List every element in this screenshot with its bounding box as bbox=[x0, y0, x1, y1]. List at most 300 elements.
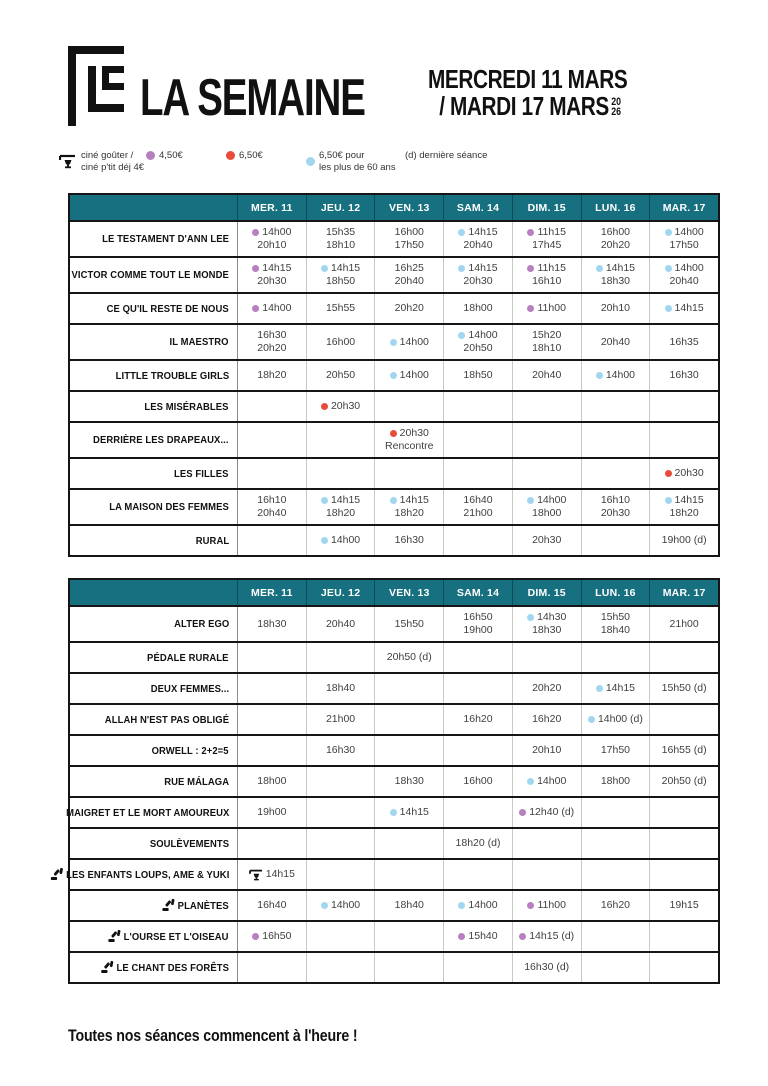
showtime-cell bbox=[237, 891, 306, 920]
showtime bbox=[395, 899, 424, 912]
showtime-cell bbox=[237, 526, 306, 555]
showtime-text: 16h20 bbox=[600, 899, 631, 911]
showtime-text: 16h20 bbox=[532, 713, 562, 725]
showtime-text: 18h30 bbox=[257, 617, 287, 630]
showtime-cell bbox=[306, 392, 375, 421]
showtime-cell bbox=[581, 922, 650, 951]
day-header: LUN. 16 bbox=[581, 580, 650, 605]
showtime-cell bbox=[581, 294, 650, 323]
showtime bbox=[326, 682, 355, 695]
showtime-cell bbox=[512, 325, 581, 359]
showtime bbox=[257, 369, 286, 382]
showtime bbox=[665, 302, 704, 315]
showtime-cell bbox=[581, 891, 650, 920]
showtime bbox=[662, 775, 707, 788]
movie-title: ORWELL : 2+2=5 bbox=[151, 744, 229, 757]
showtime-text: 18h00 bbox=[463, 302, 493, 314]
movie-title-cell bbox=[70, 674, 237, 703]
showtime-text: 20h30 bbox=[674, 467, 704, 479]
showtime bbox=[321, 262, 360, 275]
showtime-text: 20h40 bbox=[257, 507, 287, 519]
showtime-cell bbox=[581, 829, 650, 858]
purple-dot-icon bbox=[527, 902, 534, 909]
purple-dot-icon bbox=[252, 305, 259, 312]
showtime-text: 16h20 bbox=[463, 713, 493, 725]
showtime bbox=[665, 262, 704, 275]
legend-item-derniere-seance bbox=[405, 150, 487, 162]
showtime-cell bbox=[306, 860, 375, 889]
showtime-cell bbox=[374, 607, 443, 641]
movie-title: LITTLE TROUBLE GIRLS bbox=[115, 369, 229, 382]
showtime-cell bbox=[443, 705, 512, 734]
showtime bbox=[527, 775, 566, 788]
showtime-text: 20h10 bbox=[600, 302, 631, 314]
showtime-text: 14h00 bbox=[262, 302, 292, 314]
showtime-text: 18h10 bbox=[325, 239, 356, 251]
showtime-cell bbox=[443, 891, 512, 920]
showtime-cell bbox=[374, 459, 443, 488]
showtime bbox=[665, 467, 704, 480]
showtime-cell bbox=[374, 860, 443, 889]
showtime-cell bbox=[306, 674, 375, 703]
legend-label: ciné goûter / bbox=[81, 150, 134, 161]
blue-dot-icon bbox=[596, 265, 603, 272]
showtime bbox=[588, 713, 643, 726]
day-header: MAR. 17 bbox=[649, 580, 718, 605]
logo-letter-c bbox=[102, 66, 124, 90]
showtime-cell bbox=[581, 767, 650, 796]
showtime-cell bbox=[443, 258, 512, 292]
day-header: MER. 11 bbox=[237, 195, 306, 220]
showtime-cell bbox=[443, 798, 512, 827]
showtime-text: 20h40 bbox=[532, 369, 562, 381]
showtime-text: 20h10 bbox=[257, 239, 287, 251]
young-audience-sparkle-icon bbox=[109, 930, 121, 943]
showtime bbox=[463, 507, 492, 520]
showtime-text: 20h20 bbox=[394, 302, 424, 314]
showtime bbox=[670, 369, 699, 382]
showtime-cell bbox=[237, 361, 306, 390]
movie-title: DEUX FEMMES... bbox=[150, 682, 229, 695]
showtime-cell bbox=[237, 860, 306, 889]
showtime bbox=[395, 262, 424, 275]
showtime-cell bbox=[512, 490, 581, 524]
legend-item-blue bbox=[306, 150, 405, 173]
showtime-cell bbox=[512, 643, 581, 672]
showtime-text: 14h00 bbox=[330, 899, 361, 911]
showtime bbox=[670, 618, 699, 631]
showtime-cell bbox=[443, 922, 512, 951]
young-audience-sparkle-icon bbox=[163, 899, 175, 912]
showtime-text: 17h45 bbox=[532, 239, 562, 251]
showtime-text: 14h30 bbox=[537, 611, 567, 623]
day-header: DIM. 15 bbox=[512, 195, 581, 220]
movie-title-cell bbox=[70, 258, 237, 292]
showtime bbox=[463, 494, 492, 507]
red-dot-icon bbox=[390, 430, 397, 437]
header-spacer bbox=[70, 580, 237, 605]
showtime-text: 16h10 bbox=[532, 275, 562, 287]
movie-row bbox=[70, 359, 718, 390]
showtime bbox=[670, 239, 699, 252]
showtime-cell bbox=[374, 325, 443, 359]
showtime bbox=[596, 262, 635, 275]
showtime bbox=[527, 302, 565, 315]
showtime bbox=[463, 611, 492, 624]
movie-row bbox=[70, 889, 718, 920]
showtime-text: 20h40 bbox=[600, 335, 631, 348]
showtime bbox=[252, 930, 291, 943]
movie-title-cell bbox=[65, 860, 237, 889]
showtime-text: 14h00 bbox=[537, 494, 567, 506]
showtime-text: 14h00 bbox=[399, 369, 429, 381]
showtime-cell bbox=[443, 829, 512, 858]
showtime bbox=[395, 534, 424, 547]
showtime bbox=[390, 336, 429, 349]
showtime bbox=[257, 494, 286, 507]
showtime bbox=[601, 336, 630, 349]
blue-dot-icon bbox=[390, 497, 397, 504]
cinema-logo-icon bbox=[68, 46, 126, 126]
showtime-cell bbox=[649, 736, 718, 765]
showtime-cell bbox=[581, 607, 650, 641]
showtime bbox=[532, 329, 561, 342]
blue-dot-icon bbox=[458, 265, 465, 272]
showtime-text: 14h15 bbox=[399, 494, 429, 506]
showtime-cell bbox=[237, 674, 306, 703]
showtime bbox=[395, 507, 424, 520]
showtime-cell bbox=[306, 258, 375, 292]
showtime-cell bbox=[374, 829, 443, 858]
showtime bbox=[326, 369, 355, 382]
showtime-cell bbox=[443, 222, 512, 256]
showtime bbox=[463, 302, 492, 315]
showtime bbox=[670, 507, 699, 520]
showtime bbox=[395, 618, 424, 631]
showtime bbox=[257, 618, 286, 631]
showtime-cell bbox=[306, 294, 375, 323]
showtime-text: 18h50 bbox=[325, 275, 356, 287]
showtime-cell bbox=[649, 607, 718, 641]
movie-title: LE TESTAMENT D'ANN LEE bbox=[102, 233, 229, 245]
showtime bbox=[463, 342, 492, 355]
showtime bbox=[456, 837, 501, 850]
movie-title-cell bbox=[70, 607, 237, 641]
movie-row bbox=[70, 421, 718, 457]
movie-title: IL MAESTRO bbox=[169, 336, 229, 348]
showtime-cell bbox=[581, 392, 650, 421]
legend-label: les plus de 60 ans bbox=[319, 161, 396, 173]
showtime bbox=[601, 239, 630, 252]
blue-dot-icon bbox=[665, 305, 672, 312]
movie-row bbox=[70, 951, 718, 982]
showtime-text: 18h50 bbox=[463, 369, 493, 381]
blue-dot-icon bbox=[588, 716, 595, 723]
showtime-text: 20h40 bbox=[325, 617, 356, 630]
showtime bbox=[326, 239, 355, 252]
showtime bbox=[665, 494, 704, 507]
showtime-text: 17h50 bbox=[394, 239, 424, 251]
showtime-cell bbox=[649, 222, 718, 256]
showtime-text: 20h30 bbox=[399, 427, 429, 439]
blue-dot-icon bbox=[321, 265, 328, 272]
day-header: SAM. 14 bbox=[443, 580, 512, 605]
young-audience-sparkle-icon bbox=[101, 961, 113, 974]
legend-label: 6,50€ bbox=[239, 150, 263, 161]
showtime bbox=[532, 342, 561, 355]
date-line-2: / MARDI 17 MARS bbox=[439, 91, 609, 121]
showtime-cell bbox=[512, 294, 581, 323]
showtime-cell bbox=[649, 325, 718, 359]
showtime-text: 20h50 (d) bbox=[661, 775, 707, 787]
showtime-cell bbox=[581, 798, 650, 827]
movie-row bbox=[70, 457, 718, 488]
showtime-cell bbox=[581, 674, 650, 703]
showtime-cell bbox=[649, 798, 718, 827]
movie-title: RURAL bbox=[195, 534, 229, 547]
showtime-cell bbox=[306, 705, 375, 734]
showtime-cell bbox=[237, 643, 306, 672]
showtime-text: 18h20 bbox=[669, 507, 699, 519]
showtime-cell bbox=[374, 674, 443, 703]
showtime bbox=[252, 302, 291, 315]
showtime-text: 14h00 bbox=[468, 899, 498, 911]
day-header: JEU. 12 bbox=[306, 195, 375, 220]
showtime-cell bbox=[512, 258, 581, 292]
day-header-row bbox=[70, 195, 718, 220]
showtime-cell bbox=[512, 607, 581, 641]
showtime bbox=[257, 239, 286, 252]
showtime bbox=[524, 961, 569, 974]
showtime bbox=[390, 806, 429, 819]
showtime-text: 14h00 bbox=[674, 226, 704, 238]
showtime bbox=[596, 682, 635, 695]
showtime bbox=[662, 744, 707, 757]
showtime-text: 18h40 bbox=[394, 899, 424, 911]
showtime bbox=[662, 682, 707, 695]
movie-title-cell bbox=[70, 490, 237, 524]
showtime-text: 20h20 bbox=[257, 342, 287, 354]
showtime bbox=[395, 275, 424, 288]
purple-dot-icon bbox=[519, 933, 526, 940]
showtime bbox=[670, 899, 699, 912]
showtime-cell bbox=[237, 953, 306, 982]
showtime-cell bbox=[581, 860, 650, 889]
showtime bbox=[390, 427, 429, 440]
showtime bbox=[252, 226, 291, 239]
showtime-text: 11h15 bbox=[537, 262, 566, 274]
showtime bbox=[670, 275, 699, 288]
showtime-cell bbox=[649, 860, 718, 889]
showtime-cell bbox=[581, 526, 650, 555]
showtime-text: 17h50 bbox=[669, 239, 699, 251]
showtime-cell bbox=[306, 922, 375, 951]
showtime-cell bbox=[649, 490, 718, 524]
showtime-cell bbox=[374, 222, 443, 256]
showtime-cell bbox=[581, 258, 650, 292]
movie-title-cell bbox=[70, 891, 237, 920]
showtime-cell bbox=[237, 490, 306, 524]
movie-row bbox=[70, 292, 718, 323]
showtime bbox=[601, 302, 630, 315]
movie-title-cell bbox=[70, 953, 237, 982]
movie-title: PÉDALE RURALE bbox=[147, 651, 229, 664]
showtime-text: 16h30 bbox=[669, 369, 699, 381]
movie-row bbox=[70, 256, 718, 292]
blue-dot-icon bbox=[665, 229, 672, 236]
showtime bbox=[249, 868, 295, 881]
showtime-cell bbox=[306, 891, 375, 920]
showtime-cell bbox=[237, 258, 306, 292]
showtime-text: 11h00 bbox=[537, 302, 566, 314]
movie-row bbox=[70, 920, 718, 951]
showtime-cell bbox=[306, 829, 375, 858]
showtime bbox=[326, 744, 355, 757]
red-dot-icon bbox=[665, 470, 672, 477]
showtime-cell bbox=[581, 490, 650, 524]
showtime-text: 11h00 bbox=[537, 899, 566, 911]
showtime-cell bbox=[443, 361, 512, 390]
footer-note: Toutes nos séances commencent à l'heure ! bbox=[68, 1026, 358, 1045]
showtime-cell bbox=[237, 922, 306, 951]
movie-row bbox=[70, 765, 718, 796]
movie-title-cell bbox=[70, 423, 237, 457]
showtime-cell bbox=[374, 736, 443, 765]
blue-dot-icon bbox=[306, 157, 315, 166]
showtime bbox=[596, 369, 635, 382]
showtime-text: 18h00 bbox=[600, 775, 631, 787]
showtime-text: 20h40 bbox=[394, 275, 424, 287]
header-spacer bbox=[70, 195, 237, 220]
showtime-cell bbox=[443, 767, 512, 796]
showtime bbox=[395, 239, 424, 252]
cine-gouter-icon bbox=[59, 154, 76, 169]
blue-dot-icon bbox=[665, 265, 672, 272]
showtime-text: 16h50 bbox=[463, 611, 493, 623]
showtime bbox=[527, 899, 565, 912]
showtime-text: 14h00 bbox=[330, 534, 361, 546]
showtime-text: 19h00 bbox=[257, 806, 287, 818]
purple-dot-icon bbox=[527, 305, 534, 312]
showtime-text: 16h00 bbox=[463, 775, 493, 787]
showtime-text: 20h50 (d) bbox=[386, 651, 432, 663]
showtime-cell bbox=[649, 258, 718, 292]
day-header: LUN. 16 bbox=[581, 195, 650, 220]
blue-dot-icon bbox=[321, 497, 328, 504]
showtime bbox=[532, 624, 561, 637]
movie-title-cell bbox=[70, 643, 237, 672]
blue-dot-icon bbox=[321, 537, 328, 544]
showtime-text: 16h50 bbox=[262, 930, 292, 942]
showtime-cell bbox=[374, 423, 443, 457]
showtime-text: 16h00 bbox=[600, 226, 631, 238]
movie-title: LA MAISON DES FEMMES bbox=[109, 501, 229, 513]
movie-row bbox=[70, 390, 718, 421]
page-title: LA SEMAINE bbox=[140, 69, 365, 127]
showtime-cell bbox=[374, 643, 443, 672]
movie-title: CE QU'IL RESTE DE NOUS bbox=[106, 302, 229, 315]
showtime-text: 21h00 bbox=[325, 713, 356, 725]
showtime bbox=[458, 262, 497, 275]
movie-title-cell bbox=[70, 767, 237, 796]
movie-row bbox=[70, 220, 718, 256]
movie-row bbox=[70, 734, 718, 765]
showtime-cell bbox=[443, 325, 512, 359]
showtime-text: 20h50 bbox=[463, 342, 493, 354]
showtime-cell bbox=[512, 860, 581, 889]
showtime bbox=[527, 226, 565, 239]
showtime-cell bbox=[581, 325, 650, 359]
showtime-cell bbox=[237, 798, 306, 827]
showtime-cell bbox=[306, 459, 375, 488]
showtime bbox=[665, 226, 704, 239]
showtime bbox=[321, 400, 360, 413]
showtime-text: 15h55 bbox=[325, 302, 356, 314]
showtime-cell bbox=[581, 459, 650, 488]
showtime-cell bbox=[306, 361, 375, 390]
showtime bbox=[395, 302, 424, 315]
showtime-cell bbox=[237, 459, 306, 488]
showtime-text: 16h30 (d) bbox=[524, 961, 570, 973]
movie-title-cell bbox=[70, 922, 237, 951]
red-dot-icon bbox=[321, 403, 328, 410]
year-stack bbox=[611, 97, 621, 117]
showtime-cell bbox=[237, 767, 306, 796]
showtime bbox=[458, 329, 497, 342]
movie-row bbox=[70, 827, 718, 858]
showtime-cell bbox=[237, 829, 306, 858]
showtime-text: 19h15 bbox=[669, 899, 699, 911]
showtime-cell bbox=[512, 767, 581, 796]
showtime bbox=[519, 930, 574, 943]
movie-row bbox=[70, 488, 718, 524]
showtime-text: 16h00 bbox=[394, 226, 424, 238]
showtime-cell bbox=[443, 526, 512, 555]
showtime bbox=[463, 239, 492, 252]
showtime-text: 16h30 bbox=[394, 534, 424, 546]
showtime-text: 18h20 bbox=[394, 507, 424, 519]
showtime-cell bbox=[443, 643, 512, 672]
showtime bbox=[527, 262, 565, 275]
showtime-text: 12h40 (d) bbox=[529, 806, 575, 818]
schedule-table-1 bbox=[68, 193, 720, 557]
showtime bbox=[385, 440, 433, 453]
showtime bbox=[532, 369, 561, 382]
showtime bbox=[463, 624, 492, 637]
showtime-cell bbox=[237, 222, 306, 256]
showtime bbox=[463, 275, 492, 288]
day-header: MAR. 17 bbox=[649, 195, 718, 220]
showtime-cell bbox=[581, 736, 650, 765]
blue-dot-icon bbox=[527, 614, 534, 621]
showtime-cell bbox=[237, 736, 306, 765]
showtime-text: 14h15 bbox=[674, 302, 704, 314]
red-dot-icon bbox=[226, 151, 235, 160]
showtime-text: 14h15 bbox=[468, 226, 498, 238]
showtime-text: 18h30 bbox=[600, 275, 631, 287]
showtime-cell bbox=[512, 361, 581, 390]
purple-dot-icon bbox=[458, 933, 465, 940]
blue-dot-icon bbox=[527, 778, 534, 785]
showtime-cell bbox=[512, 705, 581, 734]
day-header-row bbox=[70, 580, 718, 605]
showtime bbox=[326, 618, 355, 631]
showtime-cell bbox=[581, 222, 650, 256]
year-top: 20 bbox=[611, 96, 622, 108]
header bbox=[68, 46, 444, 126]
movie-title: L'OURSE ET L'OISEAU bbox=[109, 930, 229, 943]
movie-row bbox=[70, 641, 718, 672]
